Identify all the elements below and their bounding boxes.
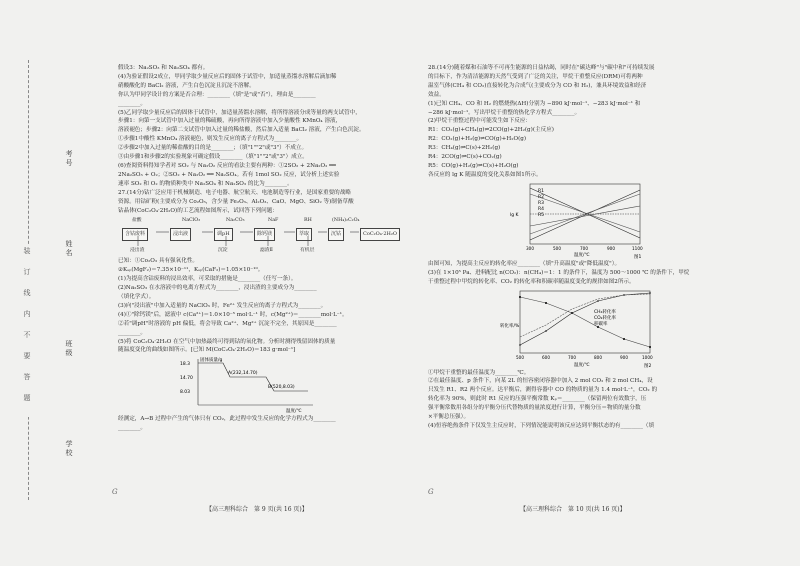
text-line: (3)向"浸出液"中加入适量的 NaClO₃ 时，Fe²⁺ 发生反应的离子方程式为________。	[118, 302, 327, 309]
right-column	[428, 64, 733, 431]
flow-box: 除钙镁	[254, 228, 275, 241]
process-flowchart	[118, 217, 423, 255]
left-text-block-1	[118, 64, 423, 215]
fig1-caption: 图1	[634, 254, 642, 260]
flow-top-label: RH	[304, 218, 312, 224]
fig2-legend: 积碳率	[594, 321, 608, 327]
fig1-series-label: R4	[538, 206, 544, 212]
text-line: ①甲烷干重整的最佳温度为________℃。	[428, 369, 530, 376]
fig1-series-label: R2	[538, 194, 544, 200]
text-line: 各反应的 lg K 随温度的变化关系如图1所示。	[428, 171, 542, 178]
text-line: 经测定，A→B 过程中产生的气体只有 CO₂，此过程中发生反应的化学方程式为________	[118, 416, 336, 423]
text-line: −286 kJ·mol⁻¹。写出甲烷干重整的热化学方程式________。	[428, 109, 581, 116]
tga-chart	[178, 355, 318, 415]
text-line: (4)①"除钙镁"后，滤液中 c(Ca²⁺)＝1.0×10⁻⁵ mol·L⁻¹ 时，c(Mg²⁺)＝________mol·L⁻¹。	[118, 311, 348, 318]
page-footer-right: 【高三理科综合 第 10 页(共 16 页)】	[520, 506, 626, 513]
text-line: 步骤1：向第一支试管中加入过量的稀硫酸，再向所得溶液中加入少量酸性 KMnO₄ 溶液，	[118, 118, 342, 125]
flow-bottom-label: 沉淀	[218, 248, 228, 254]
text-line: 27.(14分)钴广泛应用于机械制造、电子电器、航空航天、电池制造等行业，是国家重要的战略	[118, 189, 351, 196]
text-line: 溶液褪色；步骤2：向第二支试管中加入过量的稀盐酸，然后加入适量 BaCl₂ 溶液，产生白色沉淀。	[118, 127, 365, 134]
side-label-kaohao: 考号	[65, 150, 73, 168]
text-line: R3：CH₄(g)⇌C(s)+2H₂(g)	[428, 145, 501, 152]
text-line: 速率 SO₂ 和 O₂ 的物质种类中 Na₂SO₄ 和 Na₂SO₃ 的比为________。	[118, 180, 293, 187]
text-line: 28.(14分)随着煤和石油等不可再生能源的日益枯竭，同时在"碳达峰"与"碳中和"可持续发展	[428, 65, 655, 71]
side-label-banji: 班级	[65, 340, 73, 358]
text-line: 由图可知，为提高主反应的转化率应________（填"升高温度"或"降低温度"）。	[428, 260, 621, 267]
text-line: (2)Na₂SO₃ 在水溶液中的电离方程式为________，浸出渣的主要成分为________	[118, 285, 317, 292]
fig1-series-label: R3	[538, 200, 544, 206]
text-line: ③由步骤1和步骤2的实验现象可确定假设________（填"1""2"或"3"）成立。	[118, 154, 308, 161]
fig1-series-label: R1	[538, 188, 544, 194]
left-text-block-2	[118, 257, 423, 355]
tga-point-a: A(232,14.70)	[228, 371, 258, 377]
tga-ylabel: 固体质量/g	[200, 358, 223, 364]
tga-xlabel: 温度/℃	[286, 409, 302, 415]
flow-bottom-label: 滤渣Ⅱ	[260, 248, 273, 254]
text-line: R5：CO(g)+H₂(g)⇌C(s)+H₂O(g)	[428, 162, 519, 169]
text-line: 的目标下，作为清洁能源的天然气受到了广泛的关注，甲烷干重整反应(DRM)可将两种	[428, 73, 643, 80]
fig1-series-label: R5	[538, 212, 544, 218]
flow-top-label: 盐酸	[132, 218, 142, 224]
text-line: ________。	[118, 100, 146, 107]
fig1-xtick: 700	[580, 245, 588, 251]
flow-box: 调pH	[214, 228, 233, 241]
flow-bottom-label: 有机层	[300, 248, 315, 254]
fig1-xtick: 300	[526, 245, 534, 251]
right-text-block-1	[428, 64, 733, 180]
fig2-xtick: 500	[516, 354, 524, 360]
text-line: 效益。	[428, 91, 445, 98]
lgk-chart	[508, 180, 658, 260]
left-text-block-3	[118, 415, 423, 433]
fig2-xtick: 900	[620, 354, 628, 360]
text-line: R4：2CO(g)⇌C(s)+CO₂(g)	[428, 154, 502, 161]
right-text-block-2	[428, 260, 733, 287]
tga-figure	[178, 355, 423, 415]
fig2-xtick: 800	[594, 354, 602, 360]
fig2-xlabel: 温度/℃	[574, 362, 590, 368]
flow-top-label: NaClO₃	[182, 218, 201, 224]
text-line: ×平衡总压强）。	[428, 414, 470, 421]
text-line: 钴晶体(CoC₂O₄·2H₂O)的工艺流程如图所示，试回答下列问题：	[118, 207, 278, 214]
fig2-xtick: 1000	[642, 354, 653, 360]
flow-bottom-label: 浸出渣	[130, 248, 145, 254]
left-column	[118, 64, 423, 433]
flow-box: 浸出液	[170, 228, 191, 241]
text-line: ②Kₛₚ(MgF₂)＝7.35×10⁻¹¹，Kₛₚ(CaF₂)＝1.05×10⁻¹⁰。	[118, 267, 264, 274]
text-line: 已知：①Co₂O₃ 具有强氧化性。	[118, 258, 199, 265]
text-line: (5)将 CoC₂O₄·2H₂O 在空气中加热最终可得到钴的氧化物。分析时测得残留固体的质量	[118, 338, 336, 345]
fig1-xtick: 1100	[632, 245, 643, 251]
text-line: ②在最佳温度、p 条件下，向某 2L 的恒容密闭容器中加入 2 mol CO₂ 和 2 mol CH₄，设	[428, 378, 653, 385]
text-line: 干重整过程中甲烷的转化率、CO₂ 的转化率和积碳率随温度变化的规律如图2所示。	[428, 278, 635, 285]
figure-2	[498, 287, 733, 369]
text-line: (3)在 1×10⁵ Pa、进料配比 n(CO₂)：n(CH₄)＝1：1 的条件下，温度为 500～1000 ℃ 的条件下，甲烷	[428, 269, 690, 276]
text-line: ________。	[118, 329, 146, 336]
fig1-xtick: 500	[553, 245, 561, 251]
seal-text: 装订线内不要答题	[23, 247, 31, 415]
text-line: 温室气体(CH₄ 和 CO₂)直接转化为合成气(主要成分为 CO 和 H₂)，兼具环境效益和经济	[428, 82, 647, 89]
fig2-xtick: 700	[568, 354, 576, 360]
figure-1	[508, 180, 733, 260]
flow-top-label: (NH₄)₂C₂O₄	[332, 218, 360, 224]
flow-box: 含钴废料	[122, 228, 148, 241]
tga-ytick: 14.70	[180, 376, 193, 382]
page-footer-left: 【高三理科综合 第 9 页(共 16 页)】	[206, 506, 308, 513]
text-line: R2：CO₂(g)+H₂(g)⇌CO(g)+H₂O(g)	[428, 136, 527, 143]
text-line: 强平衡常数用各组分的平衡分压代替物质的量浓度进行计算，平衡分压＝物质的量分数	[428, 405, 641, 412]
side-label-xingming: 姓名	[65, 240, 73, 258]
text-line: 资源。用钴矿粉(主要成分为 Co₂O₃，含少量 Fe₂O₃、Al₂O₃、CaO、MgO、SiO₂ 等)制备草酸	[118, 198, 354, 205]
text-line: (6)查阅资料得知学者对 SO₂ 与 Na₂O₂ 反应的看法主要有两种：①2SO₂ + 2Na₂O₂ ══	[118, 162, 336, 169]
tga-ytick: 18.3	[180, 362, 191, 368]
text-line: (2)甲烷干重整过程中可能发生如下反应：	[428, 118, 532, 125]
text-line: （填化学式）。	[118, 294, 155, 301]
flow-box: 萃取	[296, 228, 312, 241]
side-label-xuexiao: 学校	[65, 440, 73, 458]
text-line: 只发生 R1、R2 两个反应。达平衡后，测得容器中 CO 的物质的量为 1.4 mol·L⁻¹，CO₂ 的	[428, 387, 658, 394]
text-line: 你认为甲同学设计的方案是否合理：________（填"是"或"否"），理由是________	[118, 91, 316, 98]
fig1-ylabel: lg K	[510, 212, 519, 218]
fig2-legend: CO₂转化率	[594, 315, 616, 321]
text-line: (5)乙同学取少量反应后的固体于试管中，加适量蒸馏水溶解，将所得溶液分成等量的两支试管中，	[118, 109, 361, 116]
text-line: (4)为验证假设2成立，甲同学取少量反应后的固体于试管中，加适量蒸馏水溶解后滴加稀	[118, 73, 337, 80]
fig2-xtick: 600	[542, 354, 550, 360]
text-line: 转化率为 90%，则此时 R1 反应的压强平衡常数 Kₚ＝________（保留两位有效数字，压	[428, 396, 647, 403]
text-line: (4)恒容绝热条件下仅发生主反应时，下列情况能说明该反应达到平衡状态的有________（填	[428, 422, 655, 429]
text-line: ________。	[118, 425, 146, 432]
tga-point-b: B(520,8.03)	[268, 385, 295, 391]
tga-ytick: 8.03	[180, 390, 191, 396]
flow-top-label: Na₂CO₃	[226, 218, 245, 224]
right-text-block-3	[428, 369, 733, 431]
fig1-xlabel: 温度/℃	[574, 252, 590, 258]
fig2-ylabel: 转化率/%	[500, 323, 520, 329]
text-line: 随温度变化的曲线如图所示。[已知 M(CoC₂O₄·2H₂O)＝183 g·mol⁻¹]	[118, 347, 296, 354]
text-line: ②若"调pH"时溶液的 pH 偏低，将会导致 Ca²⁺、Mg²⁺ 沉淀不完全，其原因是________	[118, 320, 337, 327]
fig2-caption: 图2	[644, 363, 652, 369]
text-line: 假设3：Na₂SO₃ 和 Na₂SO₄ 都有。	[118, 65, 209, 71]
text-line: 2Na₂SO₃ + O₂；②SO₂ + Na₂O₂ ══ Na₂SO₄。若有 1mol SO₂ 反应，试分析上述实验	[118, 171, 340, 178]
flow-top-label: NaF	[268, 218, 279, 224]
flow-box: CoC₂O₄·2H₂O	[360, 228, 400, 241]
text-line: R1：CO₂(g)+CH₄(g)⇌2CO(g)+2H₂(g)(主反应)	[428, 127, 554, 134]
text-line: ②步骤2中加入过量的稀盐酸的目的是________；（填"1""2"或"3"）不成立。	[118, 145, 308, 152]
text-line: (1)已知 CH₄、CO 和 H₂ 的燃烧热(ΔH)分别为 −890 kJ·mol⁻¹、−283 kJ·mol⁻¹ 和	[428, 100, 641, 107]
text-line: ①步骤1中酸性 KMnO₄ 溶液褪色，则发生反应的离子方程式为________。	[118, 136, 303, 143]
text-line: (1)为提高含钴废料的浸出效率，可采取的措施是________（任写一条）。	[118, 276, 297, 283]
corner-mark-right: G	[428, 488, 434, 496]
text-line: 硝酸酸化的 BaCl₂ 溶液，产生白色沉淀且沉淀不溶解。	[118, 82, 255, 89]
conversion-chart	[498, 287, 663, 369]
corner-mark-left: G	[112, 488, 118, 496]
fig2-legend: CH₄转化率	[594, 309, 616, 315]
flow-box: 沉钴	[328, 228, 344, 241]
fig1-xtick: 900	[607, 245, 615, 251]
